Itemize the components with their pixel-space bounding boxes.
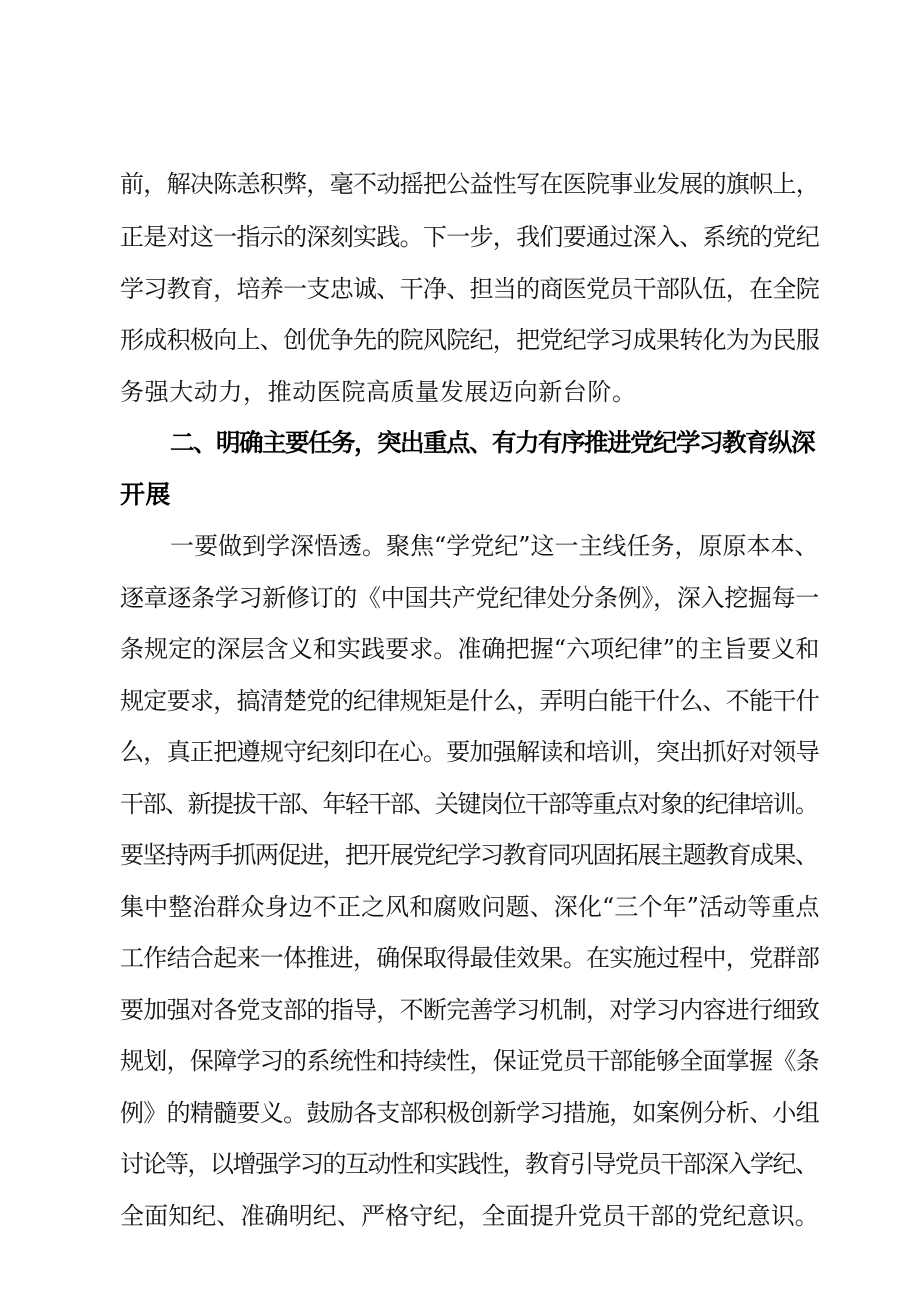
paragraph-line: 工作结合起来一体推进，确保取得最佳效果。在实施过程中，党群部: [120, 944, 819, 972]
paragraph-line: 一要做到学深悟透。聚焦“学党纪”这一主线任务，原原本本、: [170, 532, 819, 560]
paragraph-line: 规定要求，搞清楚党的纪律规矩是什么，弄明白能干什么、不能干什: [120, 687, 819, 715]
paragraph-line: 学习教育，培养一支忠诚、干净、担当的商医党员干部队伍，在全院: [120, 275, 819, 303]
paragraph-line: 干部、新提拔干部、年轻干部、关键岗位干部等重点对象的纪律培训。: [120, 790, 818, 818]
paragraph-line: 形成积极向上、创优争先的院风院纪，把党纪学习成果转化为为民服: [120, 326, 819, 354]
paragraph-line: 前，解决陈恙积弊，毫不动摇把公益性写在医院事业发展的旗帜上，: [120, 170, 819, 198]
paragraph-line: 要坚持两手抓两促进，把开展党纪学习教育同巩固拓展主题教育成果、: [120, 841, 818, 869]
paragraph-line: 规划，保障学习的系统性和持续性，保证党员干部能够全面掌握《条: [120, 1047, 819, 1075]
paragraph-line: 逐章逐条学习新修订的《中国共产党纪律处分条例》，深入挖掘每一: [120, 584, 819, 612]
paragraph-line: 条规定的深层含义和实践要求。准确把握“六项纪律”的主旨要义和: [120, 635, 820, 663]
section-heading: 二、明确主要任务，突出重点、有力有序推进党纪学习教育纵深: [170, 428, 814, 457]
paragraph-line: 集中整治群众身边不正之风和腐败问题、深化“三个年”活动等重点: [120, 893, 820, 921]
paragraph-line: 讨论等，以增强学习的互动性和实践性，教育引导党员干部深入学纪、: [120, 1150, 818, 1178]
paragraph-line: 么，真正把遵规守纪刻印在心。要加强解读和培训，突出抓好对领导: [120, 738, 819, 766]
paragraph-line: 务强大动力，推动医院高质量发展迈向新台阶。: [120, 378, 637, 406]
paragraph-line: 正是对这一指示的深刻实践。下一步，我们要通过深入、系统的党纪: [120, 223, 819, 251]
paragraph-line: 要加强对各党支部的指导，不断完善学习机制，对学习内容进行细致: [120, 996, 819, 1024]
section-heading: 开展: [120, 480, 171, 509]
paragraph-line: 例》的精髓要义。鼓励各支部积极创新学习措施，如案例分析、小组: [120, 1099, 819, 1127]
paragraph-line: 全面知纪、准确明纪、严格守纪，全面提升党员干部的党纪意识。: [120, 1202, 819, 1230]
